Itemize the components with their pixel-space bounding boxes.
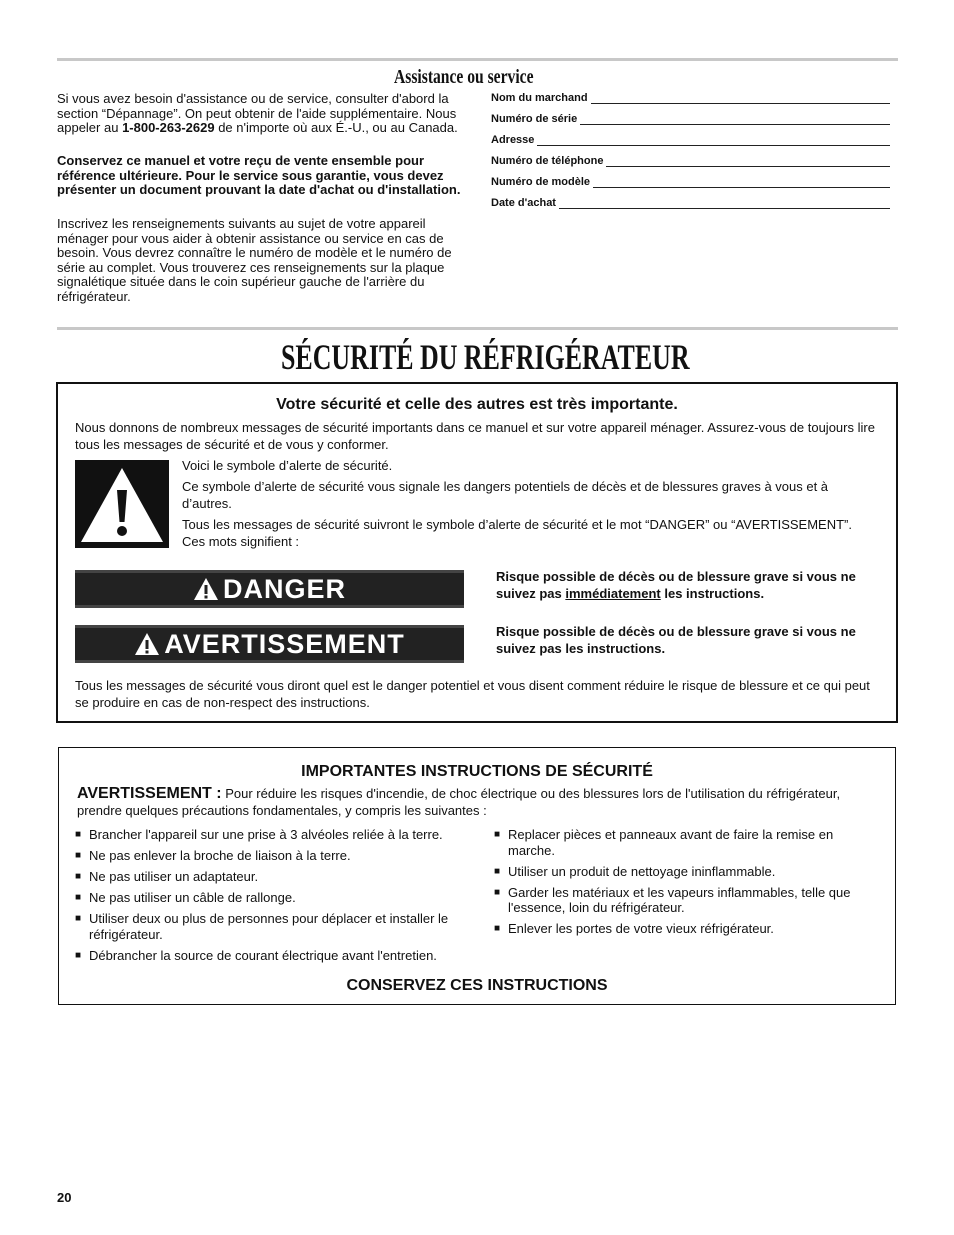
list-item: ■ Débrancher la source de courant électrique avant l'entretien. xyxy=(75,948,475,964)
safety-box-heading: Votre sécurité et celle des autres est très importante. xyxy=(276,396,678,413)
instructions-list-right xyxy=(494,827,879,943)
field-dealer-name[interactable]: Nom du marchand xyxy=(491,90,890,104)
field-purchase-date[interactable]: Date d'achat xyxy=(491,195,890,209)
danger-description: Risque possible de décès ou de blessure grave si vous ne suivez pas immédiatement les instructions. xyxy=(496,569,856,601)
instructions-box xyxy=(58,747,896,1005)
field-model-number[interactable]: Numéro de modèle xyxy=(491,174,890,188)
instructions-footer: CONSERVEZ CES INSTRUCTIONS xyxy=(346,977,608,994)
list-item: ■ Utiliser deux ou plus de personnes pour déplacer et installer le réfrigérateur. xyxy=(75,911,475,942)
danger-alert-icon xyxy=(193,577,219,601)
list-item: ■ Ne pas enlever la broche de liaison à la terre. xyxy=(75,848,475,864)
symbol-line-1: Voici le symbole d’alerte de sécurité. xyxy=(182,458,393,473)
page-number: 20 xyxy=(57,1190,72,1205)
danger-banner: DANGER xyxy=(75,570,464,608)
list-item: ■ Replacer pièces et panneaux avant de faire la remise en marche. xyxy=(494,827,879,858)
instructions-list-left xyxy=(75,827,475,969)
warning-banner: AVERTISSEMENT xyxy=(75,625,464,663)
safety-intro: Nous donnons de nombreux messages de sécurité importants dans ce manuel et sur votre appareil ménager. Assurez-vous de toujours lire tous les messages de sécurité et de vous y conformer. xyxy=(75,420,875,452)
list-item: ■ Utiliser un produit de nettoyage ininflammable. xyxy=(494,864,879,880)
record-fields xyxy=(491,90,890,209)
list-item: ■ Ne pas utiliser un câble de rallonge. xyxy=(75,890,475,906)
assistance-heading: Assistance ou service xyxy=(394,66,534,88)
list-item: ■ Enlever les portes de votre vieux réfrigérateur. xyxy=(494,921,879,937)
symbol-line-3: Tous les messages de sécurité suivront le symbole d’alerte de sécurité et le mot “DANGER” ou “AVERTISSEMENT”. Ces mots signifient : xyxy=(182,517,852,549)
field-address[interactable]: Adresse xyxy=(491,132,890,146)
field-serial-number[interactable]: Numéro de série xyxy=(491,111,890,125)
top-rule xyxy=(57,58,898,61)
list-item: ■ Ne pas utiliser un adaptateur. xyxy=(75,869,475,885)
assistance-paragraph-3: Inscrivez les renseignements suivants au sujet de votre appareil ménager pour vous aider à obtenir assistance ou service en cas de besoin. Vous devrez connaître le numéro de modèle et le numéro de série au complet. Vous trouverez ces renseignements sur la plaque signalétique située dans le coin supérieur gauche de l'arrière du réfrigérateur. xyxy=(57,216,452,304)
middle-rule xyxy=(57,327,898,330)
instructions-warning: AVERTISSEMENT : Pour réduire les risques d'incendie, de choc électrique ou des blessures lors de l'utilisation du réfrigérateur, prendre quelques précautions fondamentales, y compris les suivantes : xyxy=(77,785,841,818)
warning-alert-icon xyxy=(134,632,160,656)
warning-triangle-icon xyxy=(75,460,169,548)
safety-footer: Tous les messages de sécurité vous diront quel est le danger potentiel et vous disent comment réduire le risque de blessure et ce qui peut se produire en cas de non-respect des instructions. xyxy=(75,678,870,710)
symbol-line-2: Ce symbole d’alerte de sécurité vous signale les dangers potentiels de décès et de blessures graves à vous et à d’autres. xyxy=(182,479,829,511)
assistance-paragraph-2: Conservez ce manuel et votre reçu de vente ensemble pour référence ultérieure. Pour le service sous garantie, vous devez présenter un document prouvant la date d'achat ou d'installation. xyxy=(57,153,461,198)
safety-alert-symbol xyxy=(75,460,169,548)
page-title: SÉCURITÉ DU RÉFRIGÉRATEUR xyxy=(281,337,690,377)
phone-number: 1-800-263-2629 xyxy=(122,120,215,136)
field-phone-number[interactable]: Numéro de téléphone xyxy=(491,153,890,167)
instructions-heading: IMPORTANTES INSTRUCTIONS DE SÉCURITÉ xyxy=(301,763,653,780)
safety-box xyxy=(56,382,898,723)
assistance-paragraph-1: Si vous avez besoin d'assistance ou de service, consulter d'abord la section “Dépannage”. On peut obtenir de l'aide supplémentaire. Nous appeler au 1-800-263-2629 de n'importe où aux É.-U., ou au Canada. xyxy=(57,91,458,136)
list-item: ■ Brancher l'appareil sur une prise à 3 alvéoles reliée à la terre. xyxy=(75,827,475,843)
list-item: ■ Garder les matériaux et les vapeurs inflammables, telle que l'essence, loin du réfrigérateur. xyxy=(494,885,879,916)
warning-description: Risque possible de décès ou de blessure grave si vous ne suivez pas les instructions. xyxy=(496,624,856,656)
